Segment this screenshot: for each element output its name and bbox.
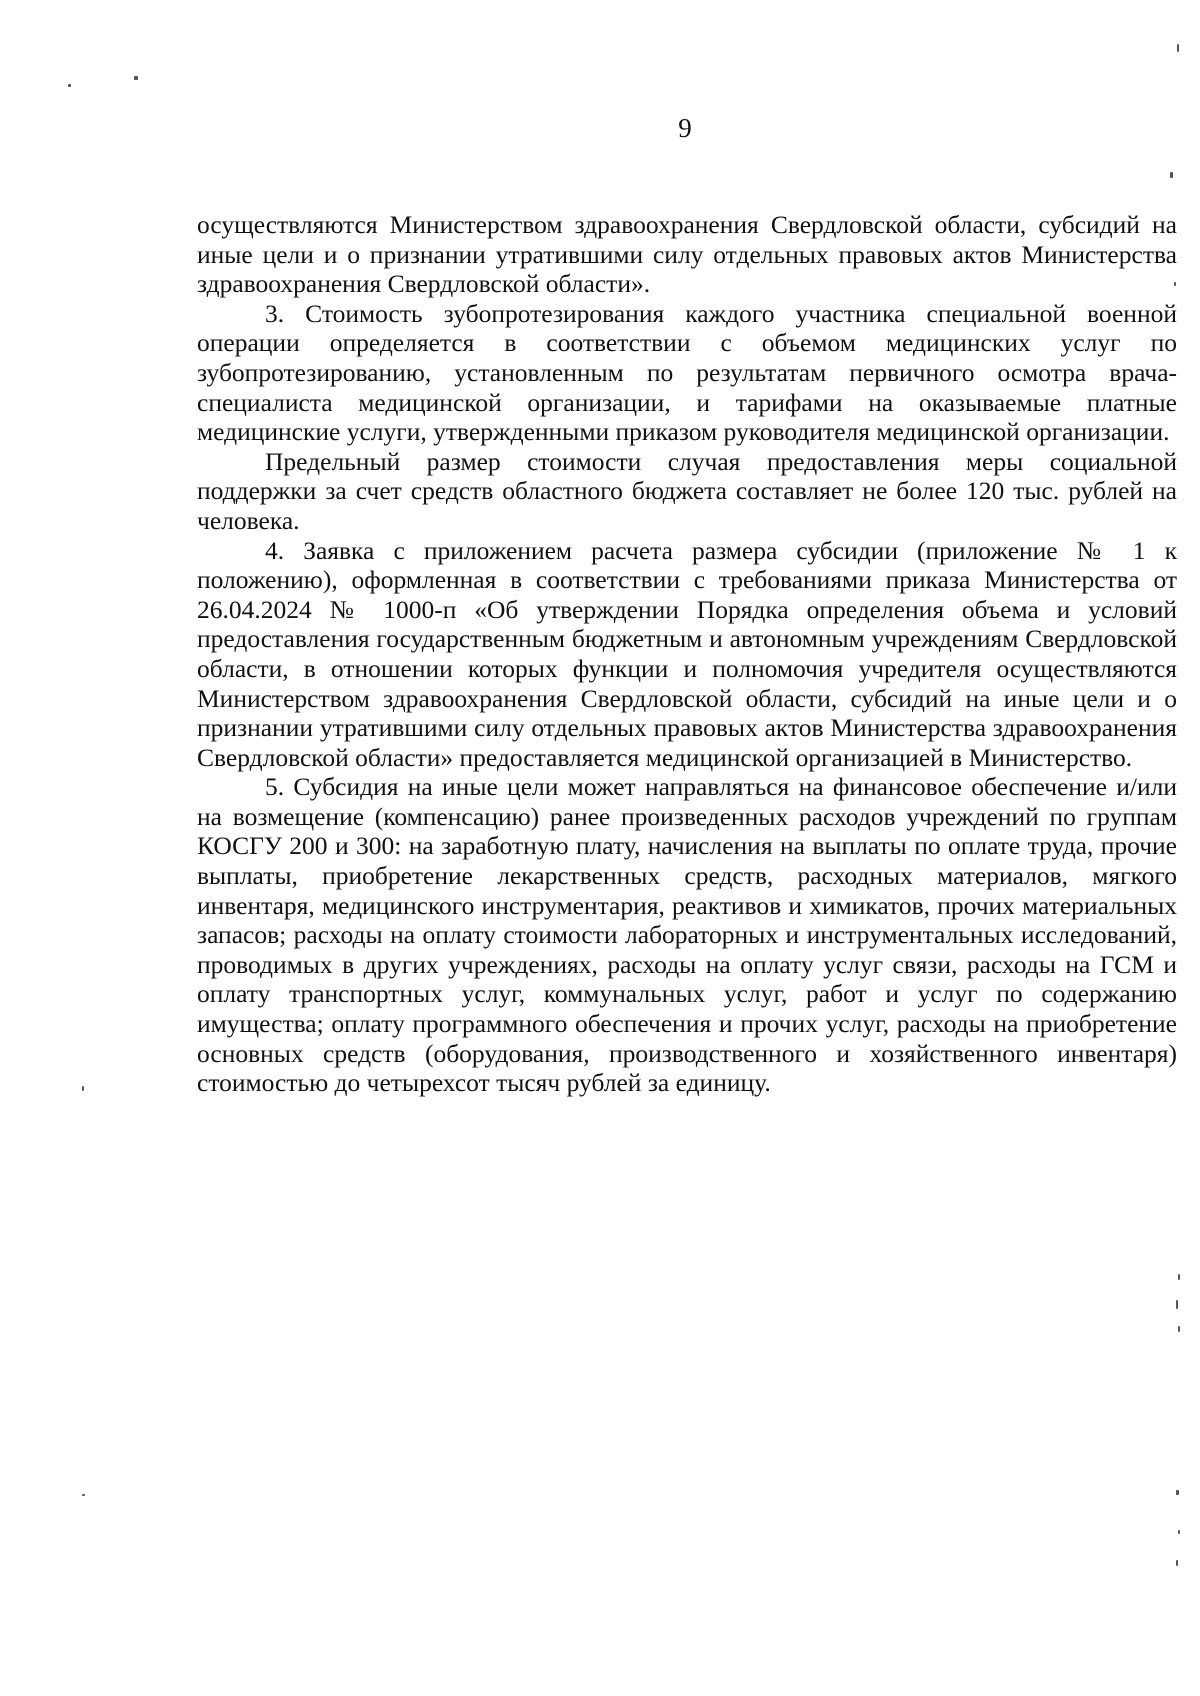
scan-speck xyxy=(1178,1326,1180,1332)
scan-speck xyxy=(82,1494,85,1496)
scan-speck xyxy=(1174,282,1176,286)
paragraph-item-5: 5. Субсидия на иные цели может направляться на финансовое обеспечение и/или на возмещение (компенсацию) ранее произведенных расходов учреждений по группам КОСГУ 200 и 300: на заработную плату, начисления на выплаты по оплате труда, прочие выплаты, приобретение лекарственных средств, расходных материалов, мягкого инвентаря, медицинского инструментария, реактивов и химикатов, прочих материальных запасов; расходы на оплату стоимости лабораторных и инструментальных исследований, проводимых в других учреждениях, расходы на оплату услуг связи, расходы на ГСМ и оплату транспортных услуг, коммунальных услуг, работ и услуг по содержанию имущества; оплату программного обеспечения и прочих услуг, расходы на приобретение основных средств (оборудования, производственного и хозяйственного инвентаря) стоимостью до четырехсот тысяч рублей за единицу. xyxy=(197,772,1177,1098)
scan-speck xyxy=(1176,1490,1179,1495)
scan-speck xyxy=(82,1086,84,1091)
scan-speck xyxy=(134,76,138,80)
paragraph-price-limit: Предельный размер стоимости случая предоставления меры социальной поддержки за счет средств областного бюджета составляет не более 120 тыс. рублей на человека. xyxy=(197,446,1177,535)
scan-speck xyxy=(1176,1300,1178,1309)
paragraph-continuation: осуществляются Министерством здравоохранения Свердловской области, субсидий на иные цели и о признании утратившими силу отдельных правовых актов Министерства здравоохранения Свердловской области». xyxy=(197,210,1177,299)
scan-speck xyxy=(68,84,71,87)
document-body xyxy=(197,210,1177,1098)
scan-speck xyxy=(1170,172,1173,178)
scan-speck xyxy=(1178,1274,1180,1280)
paragraph-item-4: 4. Заявка с приложением расчета размера субсидии (приложение № 1 к положению), оформленная в соответствии с требованиями приказа Министерства от 26.04.2024 № 1000-п «Об утверждении Порядка определения объема и условий предоставления государственным бюджетным и автономным учреждениям Свердловской области, в отношении которых функции и полномочия учредителя осуществляются Министерством здравоохранения Свердловской области, субсидий на иные цели и о признании утратившими силу отдельных правовых актов Министерства здравоохранения Свердловской области» предоставляется медицинской организацией в Министерство. xyxy=(197,535,1177,772)
scan-speck xyxy=(1176,1560,1178,1566)
paragraph-item-3: 3. Стоимость зубопротезирования каждого участника специальной военной операции определяется в соответствии с объемом медицинских услуг по зубопротезированию, установленным по результатам первичного осмотра врача-специалиста медицинской организации, и тарифами на оказываемые платные медицинские услуги, утвержденными приказом руководителя медицинской организации. xyxy=(197,298,1177,447)
scan-speck xyxy=(1177,44,1179,52)
scan-speck xyxy=(1178,1530,1180,1534)
page-number: 9 xyxy=(678,113,692,143)
